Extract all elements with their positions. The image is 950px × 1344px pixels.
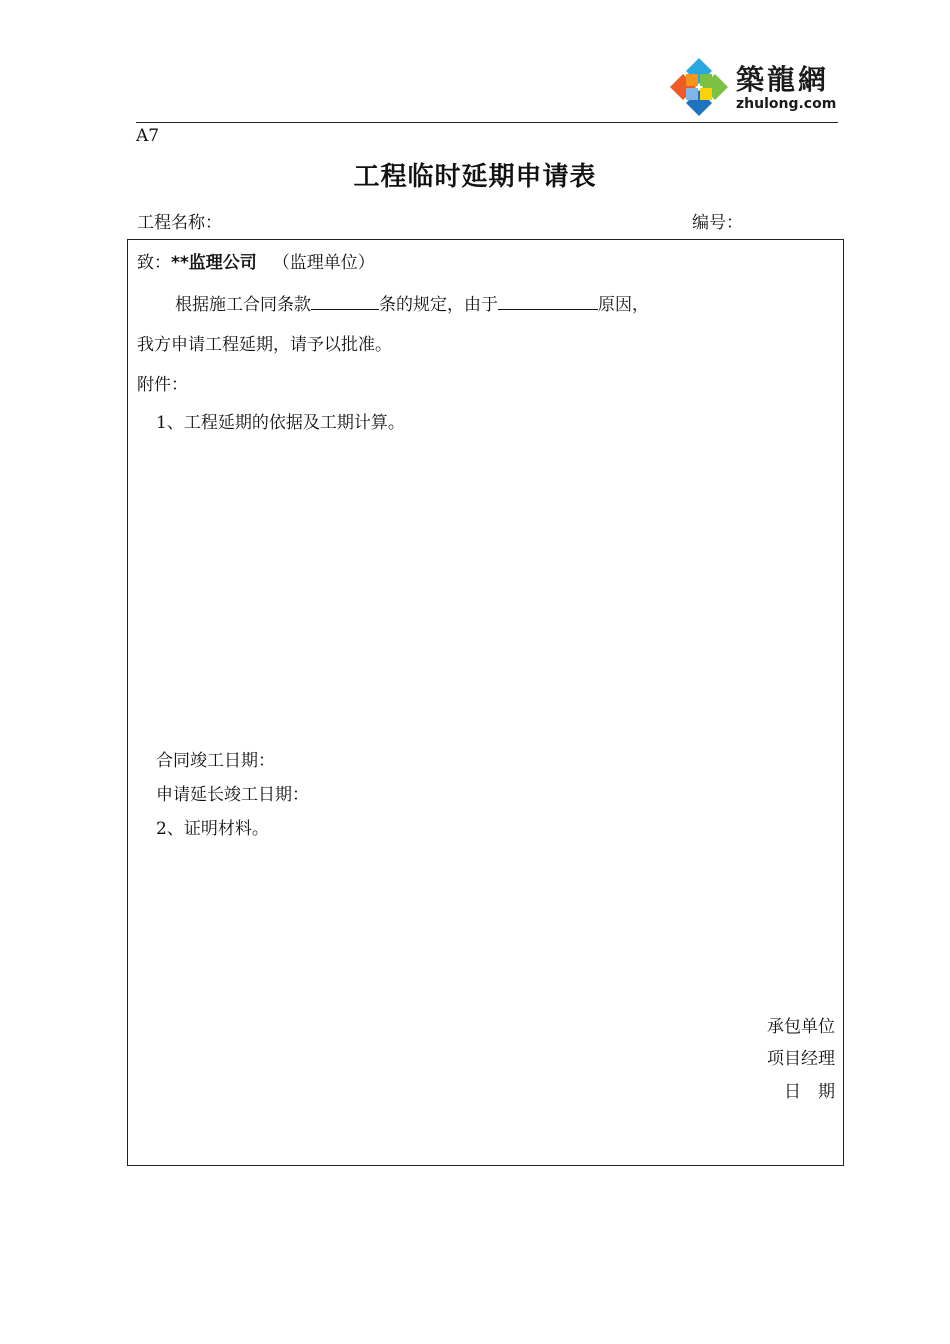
- form-code: A7: [136, 126, 160, 146]
- attachment-item-1: 1、工程延期的依据及工期计算。: [156, 413, 405, 433]
- attachment-item-2: 2、证明材料。: [156, 819, 269, 839]
- header-rule: [136, 122, 838, 123]
- form-body-box: [127, 239, 844, 1166]
- project-name-label: 工程名称：: [137, 213, 222, 233]
- supervisor-unit-note: （监理单位）: [272, 253, 375, 273]
- request-paragraph-line1: [175, 290, 649, 315]
- project-manager-signature-label: 项目经理: [767, 1049, 835, 1069]
- logo-chinese-text: 築龍網: [736, 63, 830, 96]
- attachments-label: 附件：: [137, 375, 188, 395]
- addressee-line: [137, 248, 375, 273]
- number-label: 编号：: [692, 213, 743, 233]
- signature-date-label: 日 期: [784, 1082, 835, 1102]
- form-title: 工程临时延期申请表: [353, 162, 597, 192]
- reason-text: 条的规定，由于: [379, 295, 498, 315]
- supervisor-company: **监理公司: [171, 253, 257, 273]
- zhulong-logo-icon: [668, 56, 730, 118]
- clause-text: 根据施工合同条款: [175, 295, 311, 315]
- requested-completion-date-label: 申请延长竣工日期：: [156, 785, 309, 805]
- reason-blank[interactable]: [498, 291, 598, 310]
- zhulong-logo: [668, 56, 840, 120]
- logo-english-text: zhulong.com: [736, 96, 837, 112]
- to-prefix: 致：: [137, 253, 171, 273]
- reason-suffix: 原因，: [598, 295, 649, 315]
- contractor-signature-label: 承包单位: [767, 1017, 835, 1037]
- clause-number-blank[interactable]: [311, 291, 379, 310]
- contract-completion-date-label: 合同竣工日期：: [156, 751, 275, 771]
- request-paragraph-line2: 我方申请工程延期，请予以批准。: [137, 335, 392, 355]
